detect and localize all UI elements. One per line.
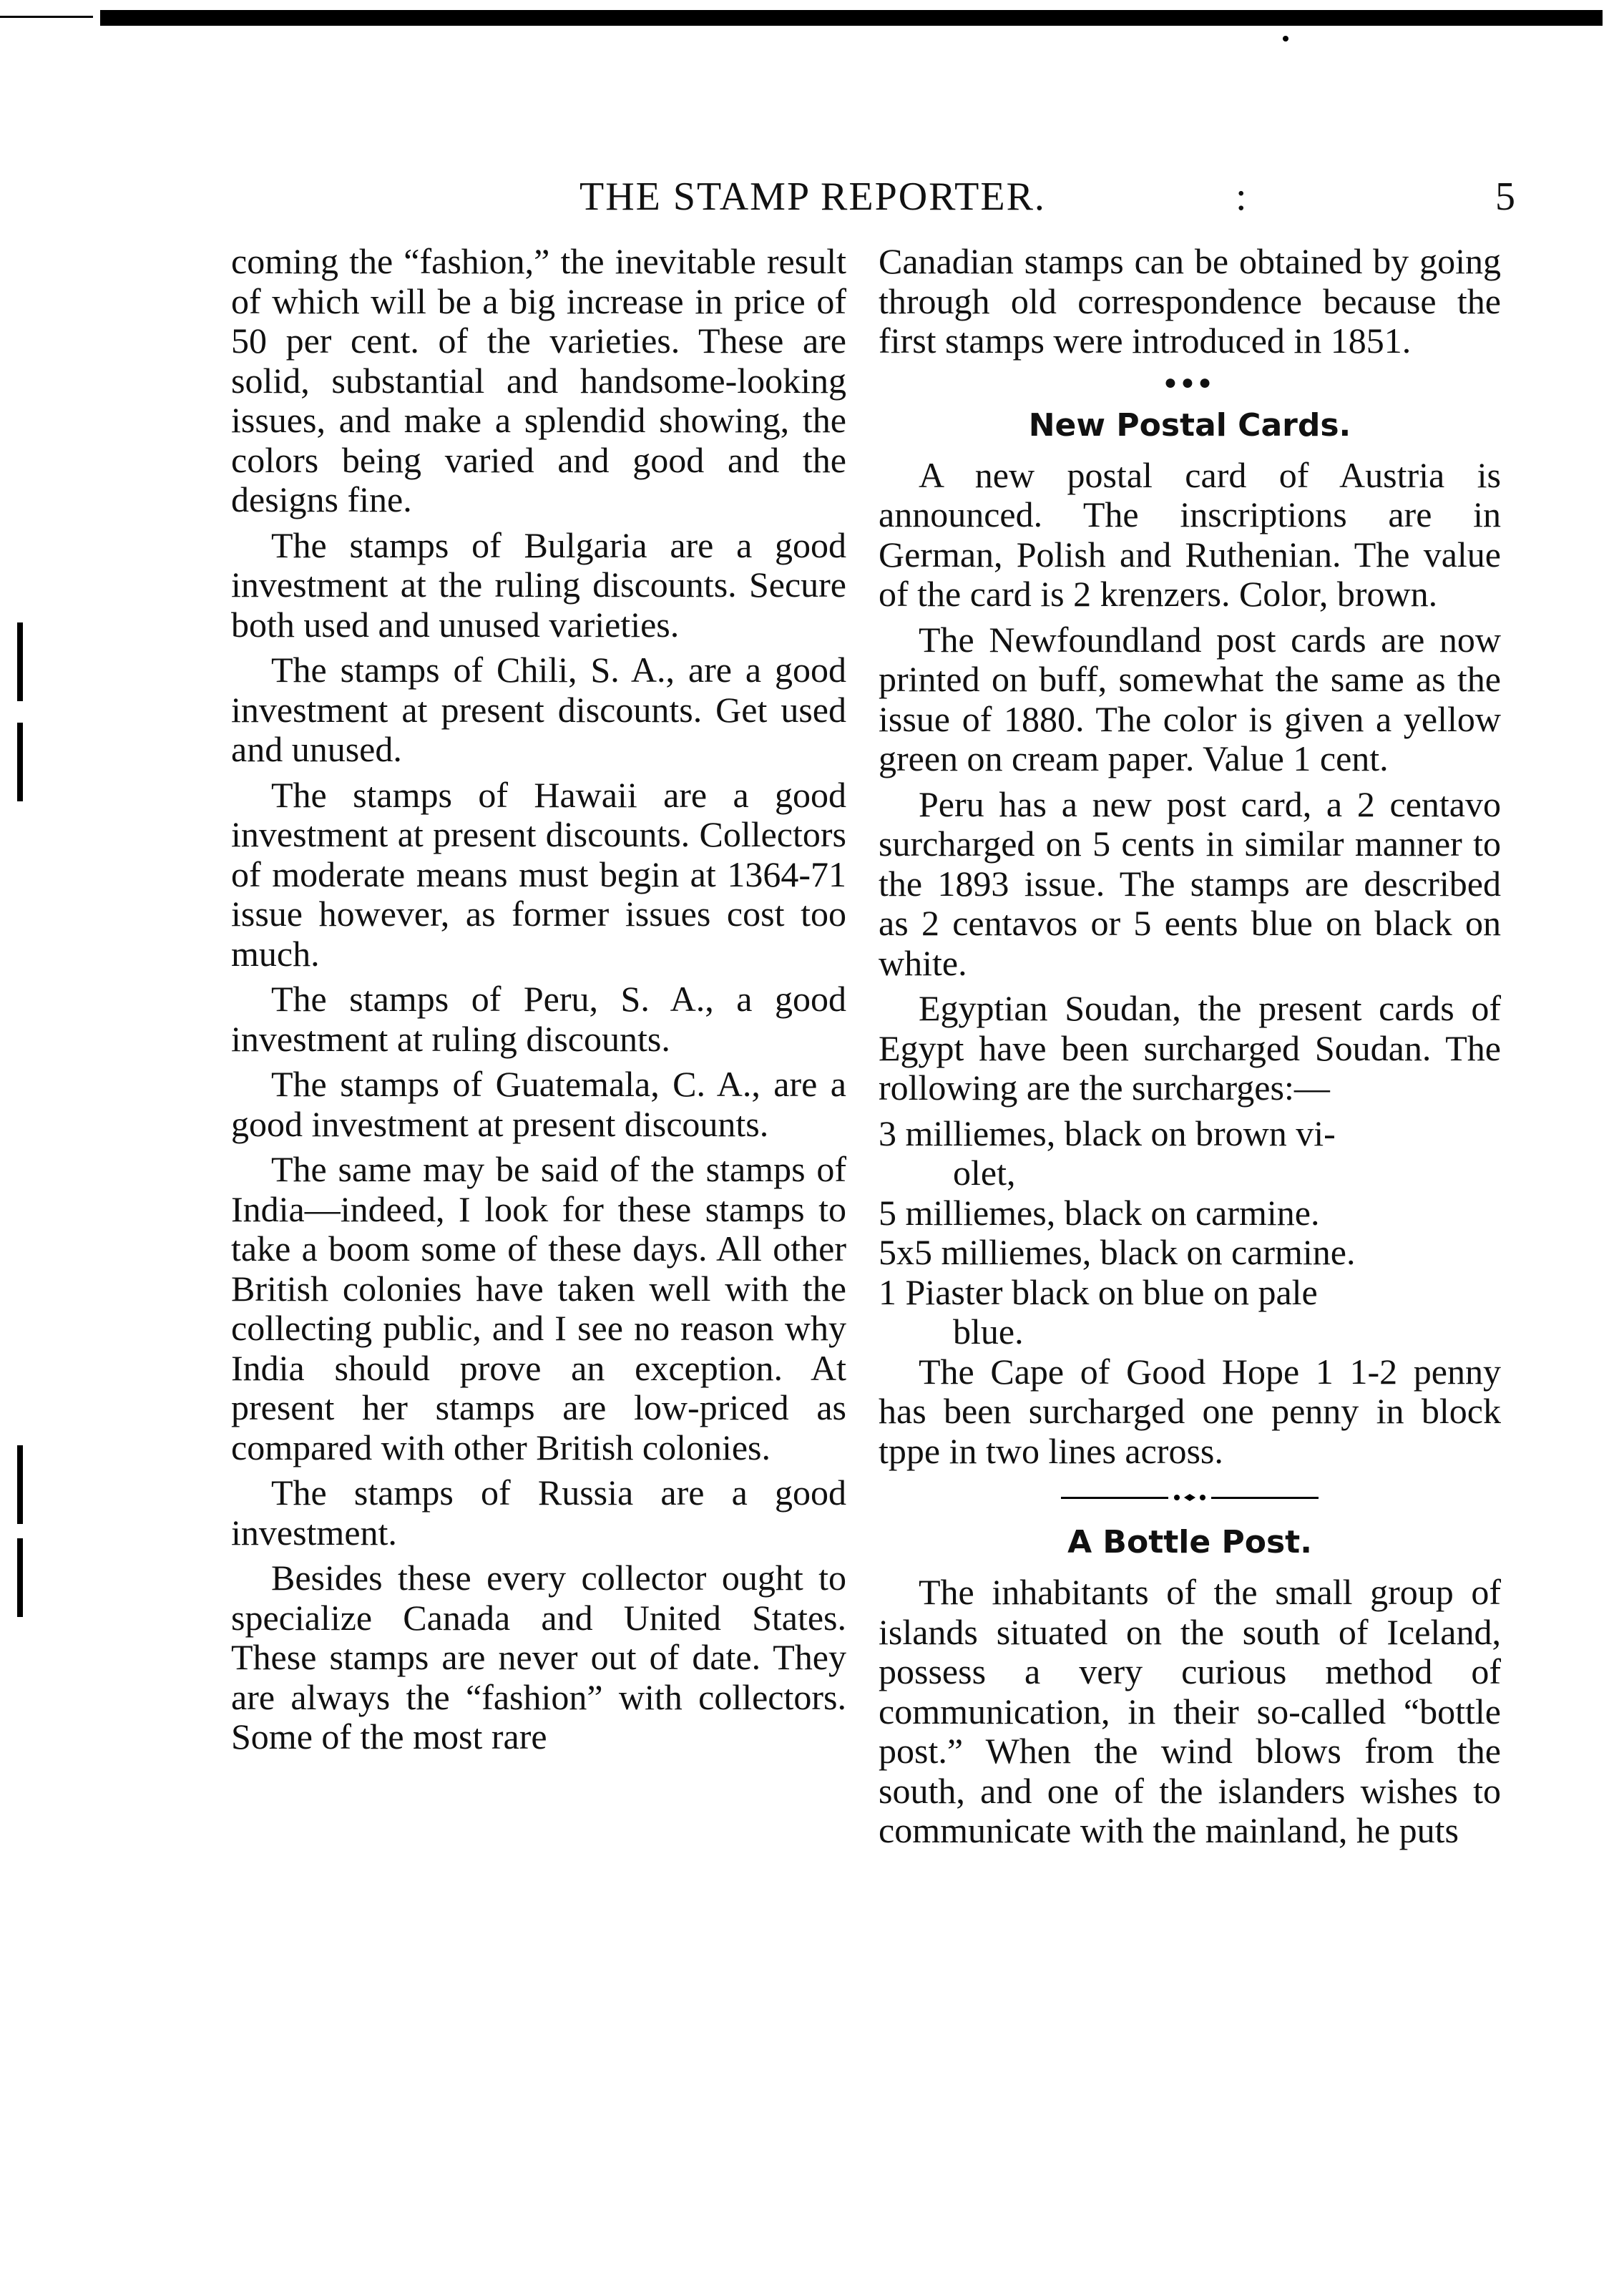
dot-separator: ●●● [1163, 370, 1216, 394]
paragraph: The Newfoundland post cards are now printed on buff, somewhat the same as the issue of 1880. The color is given a yellow green on cream paper. Value 1 cent. [879, 619, 1501, 778]
binding-mark [17, 723, 23, 801]
paragraph: The stamps of Chili, S. A., are a good investment at present discounts. Get used and unused. [231, 650, 846, 769]
paragraph: coming the “fashion,” the inevitable result of which will be a big increase in price of 50 per cent. of the varieties. These are solid, substantial and handsome-looking issues, and make a splendid showing, the colors being varied and good and the designs fine. [231, 241, 846, 519]
print-speck [1283, 36, 1288, 41]
surcharge-item [879, 1233, 1501, 1273]
left-column [231, 242, 846, 1763]
ornamental-rule [1061, 1487, 1319, 1508]
surcharge-item [879, 1114, 1501, 1193]
paragraph: The stamps of Hawaii are a good investment at present discounts. Collectors of moderate means must begin at 1364-71 issue however, as former issues cost too much. [231, 774, 846, 974]
top-left-rule [0, 16, 93, 18]
paragraph: Besides these every collector ought to specialize Canada and United States. These stamps are never out of date. They are always the “fashion” with collectors. Some of the most rare [231, 1558, 846, 1757]
section-heading-bottle-post: A Bottle Post. [1067, 1524, 1312, 1560]
section-heading-postal-cards: New Postal Cards. [1028, 406, 1351, 444]
paragraph: The Cape of Good Hope 1 1-2 penny has been surcharged one penny in block tppe in two lines across. [879, 1351, 1501, 1471]
surcharge-text: 5x5 milliemes, black on carmine. [879, 1232, 1356, 1272]
binding-mark [17, 1538, 23, 1617]
paragraph: The stamps of Russia are a good investment. [231, 1472, 846, 1553]
paragraph: Peru has a new post card, a 2 centavo surcharged on 5 cents in similar manner to the 1893 issue. The stamps are described as 2 centavos or 5 eents blue on black on white. [879, 783, 1501, 983]
running-head [579, 174, 1517, 231]
ornament-icon [1168, 1492, 1211, 1503]
top-border-rule [100, 10, 1603, 26]
surcharge-text: 3 milliemes, black on brown vi- [879, 1113, 1336, 1153]
binding-mark [17, 622, 23, 701]
paragraph: Egyptian Soudan, the present cards of Egypt have been surcharged Soudan. The rollowing are the surcharges:— [879, 988, 1501, 1108]
surcharge-item [879, 1193, 1501, 1234]
journal-title: THE STAMP REPORTER. [579, 175, 1046, 219]
paragraph: The stamps of Guatemala, C. A., are a good investment at present discounts. [231, 1064, 846, 1144]
print-mark: : [1236, 175, 1248, 219]
paragraph: The stamps of Peru, S. A., a good investment at ruling discounts. [231, 979, 846, 1059]
paragraph: The same may be said of the stamps of India—indeed, I look for these stamps to take a boom some of these days. All other British colonies have taken well with the collecting public, and I see no reason why India should prove an exception. At present her stamps are low-priced as compared with other British colonies. [231, 1149, 846, 1467]
page-number: 5 [1495, 175, 1517, 219]
right-column [879, 242, 1501, 1857]
surcharge-item [879, 1273, 1501, 1352]
paragraph: The inhabitants of the small group of islands situated on the south of Iceland, possess a very curious method of communication, in their so-called “bottle post.” When the wind blows from the south, and one of the islanders wishes to communicate with the mainland, he puts [879, 1572, 1501, 1850]
paragraph: A new postal card of Austria is announced. The inscriptions are in German, Polish and Ruthenian. The value of the card is 2 krenzers. Color, brown. [879, 454, 1501, 614]
surcharge-text-cont: olet, [953, 1153, 1016, 1193]
binding-mark [17, 1445, 23, 1524]
surcharge-text: 5 milliemes, black on carmine. [879, 1192, 1320, 1233]
paragraph: The stamps of Bulgaria are a good investment at the ruling discounts. Secure both used and unused varieties. [231, 524, 846, 645]
surcharge-text: 1 Piaster black on blue on pale [879, 1271, 1318, 1312]
surcharge-text-cont: blue. [953, 1311, 1024, 1352]
paragraph: Canadian stamps can be obtained by going through old correspondence because the first stamps were introduced in 1851. [879, 241, 1501, 361]
